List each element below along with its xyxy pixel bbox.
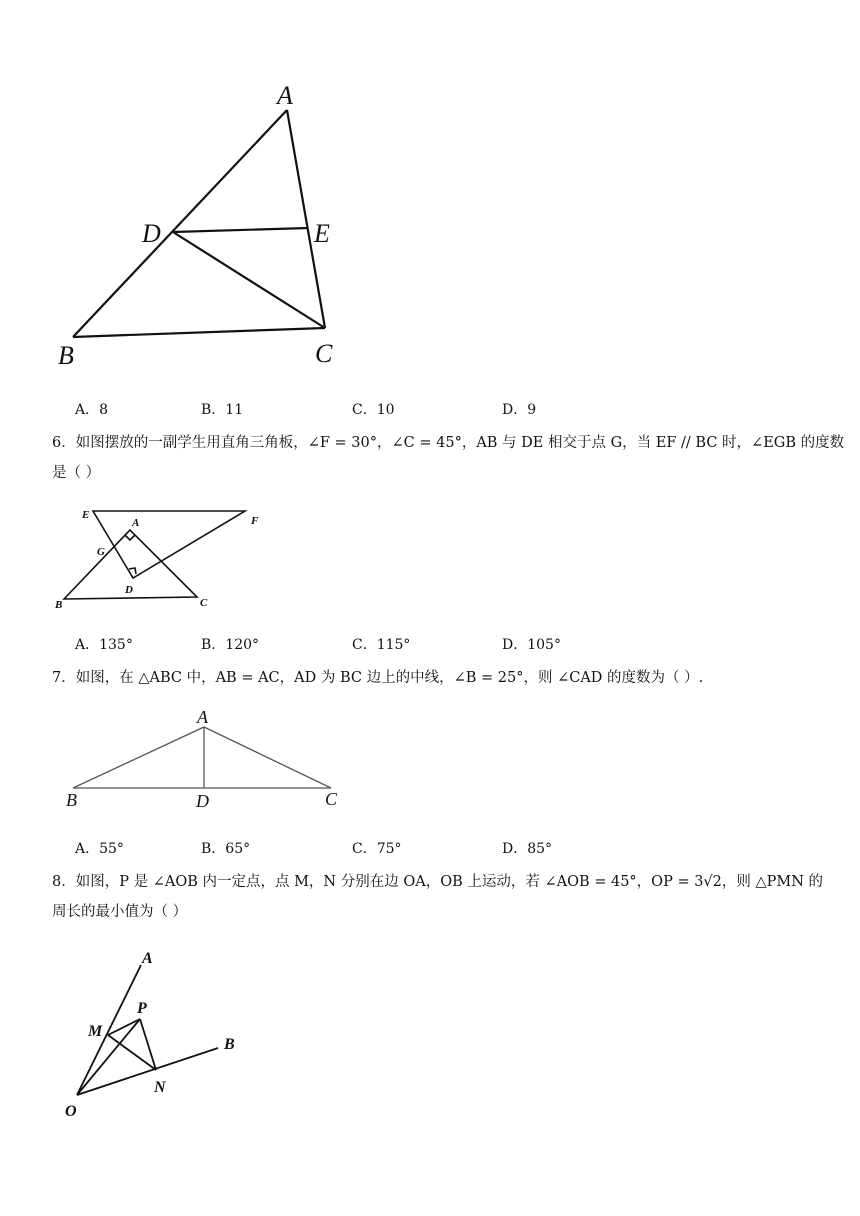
- q8-figure: [60, 945, 250, 1125]
- q8-label-b: B: [224, 1036, 235, 1053]
- q7-segment-ab: [73, 727, 204, 788]
- q7-label-b: B: [66, 790, 77, 810]
- q5-label-c: C: [315, 339, 333, 368]
- q6-figure: [50, 500, 270, 615]
- q8-label-a: A: [142, 950, 153, 967]
- q7-options: [75, 838, 775, 858]
- q8-text-line2: 周长的最小值为（ ）: [52, 904, 188, 920]
- q6-label-c: C: [200, 597, 208, 609]
- q6-option-c[interactable]: C．115°: [352, 637, 411, 653]
- q6-label-f: F: [251, 515, 259, 527]
- q5-option-b[interactable]: B．11: [201, 402, 244, 418]
- q7-label-c: C: [325, 789, 338, 809]
- q6-option-d[interactable]: D．105°: [502, 637, 561, 653]
- q8-label-m: M: [88, 1023, 103, 1040]
- q5-segment-bc: [73, 328, 325, 337]
- q7-option-b[interactable]: B．65°: [201, 841, 251, 857]
- q6-label-g: G: [97, 546, 105, 558]
- q5-segment-de: [173, 228, 308, 232]
- q5-option-d[interactable]: D．9: [502, 402, 537, 418]
- q6-question: [52, 428, 845, 488]
- q5-label-b: B: [58, 341, 74, 370]
- q7-figure: [60, 705, 350, 810]
- q6-right-angle-a: [125, 535, 135, 540]
- q6-text-line1: 6．如图摆放的一副学生用直角三角板，∠F = 30°，∠C = 45°，AB 与 DE 相交于点 G，当 EF // BC 时，∠EGB 的度数: [52, 435, 845, 451]
- q7-option-c[interactable]: C．75°: [352, 841, 402, 857]
- q5-option-c[interactable]: C．10: [352, 402, 395, 418]
- q5-figure: [50, 75, 370, 375]
- q8-label-o: O: [65, 1103, 77, 1120]
- q8-segment-mn: [108, 1035, 156, 1070]
- q6-option-b[interactable]: B．120°: [201, 637, 260, 653]
- q6-label-b: B: [55, 599, 63, 611]
- q8-question: [52, 867, 824, 927]
- q7-question: [52, 663, 812, 693]
- q7-label-d: D: [196, 791, 209, 810]
- q5-options: [75, 399, 775, 419]
- q7-option-d[interactable]: D．85°: [502, 841, 553, 857]
- q5-label-a: A: [277, 81, 293, 110]
- q8-label-p: P: [137, 1000, 147, 1017]
- q6-label-e: E: [82, 509, 90, 521]
- q7-segment-ac: [204, 727, 331, 788]
- q8-segment-pn: [140, 1019, 156, 1070]
- q5-label-d: D: [142, 219, 161, 248]
- q6-option-a[interactable]: A．135°: [75, 637, 133, 653]
- q7-option-a[interactable]: A．55°: [75, 841, 124, 857]
- q7-label-a: A: [197, 707, 208, 727]
- q8-text-line1: 8．如图，P 是 ∠AOB 内一定点，点 M，N 分别在边 OA，OB 上运动，若 ∠AOB = 45°，OP = 3√2，则 △PMN 的: [52, 874, 824, 890]
- q7-text-line1: 7．如图，在 △ABC 中，AB = AC，AD 为 BC 边上的中线，∠B = 25°，则 ∠CAD 的度数为（ ）.: [52, 670, 704, 686]
- q5-option-a[interactable]: A．8: [75, 402, 109, 418]
- q8-ray-ob: [77, 1048, 218, 1095]
- q5-segment-ab: [73, 110, 287, 337]
- q5-label-e: E: [314, 219, 330, 248]
- q6-label-d: D: [125, 584, 133, 596]
- q6-text-line2: 是（ ）: [52, 465, 101, 481]
- q6-options: [75, 634, 775, 654]
- q6-label-a: A: [132, 517, 140, 529]
- q8-label-n: N: [154, 1079, 166, 1096]
- q5-segment-dc: [173, 232, 325, 328]
